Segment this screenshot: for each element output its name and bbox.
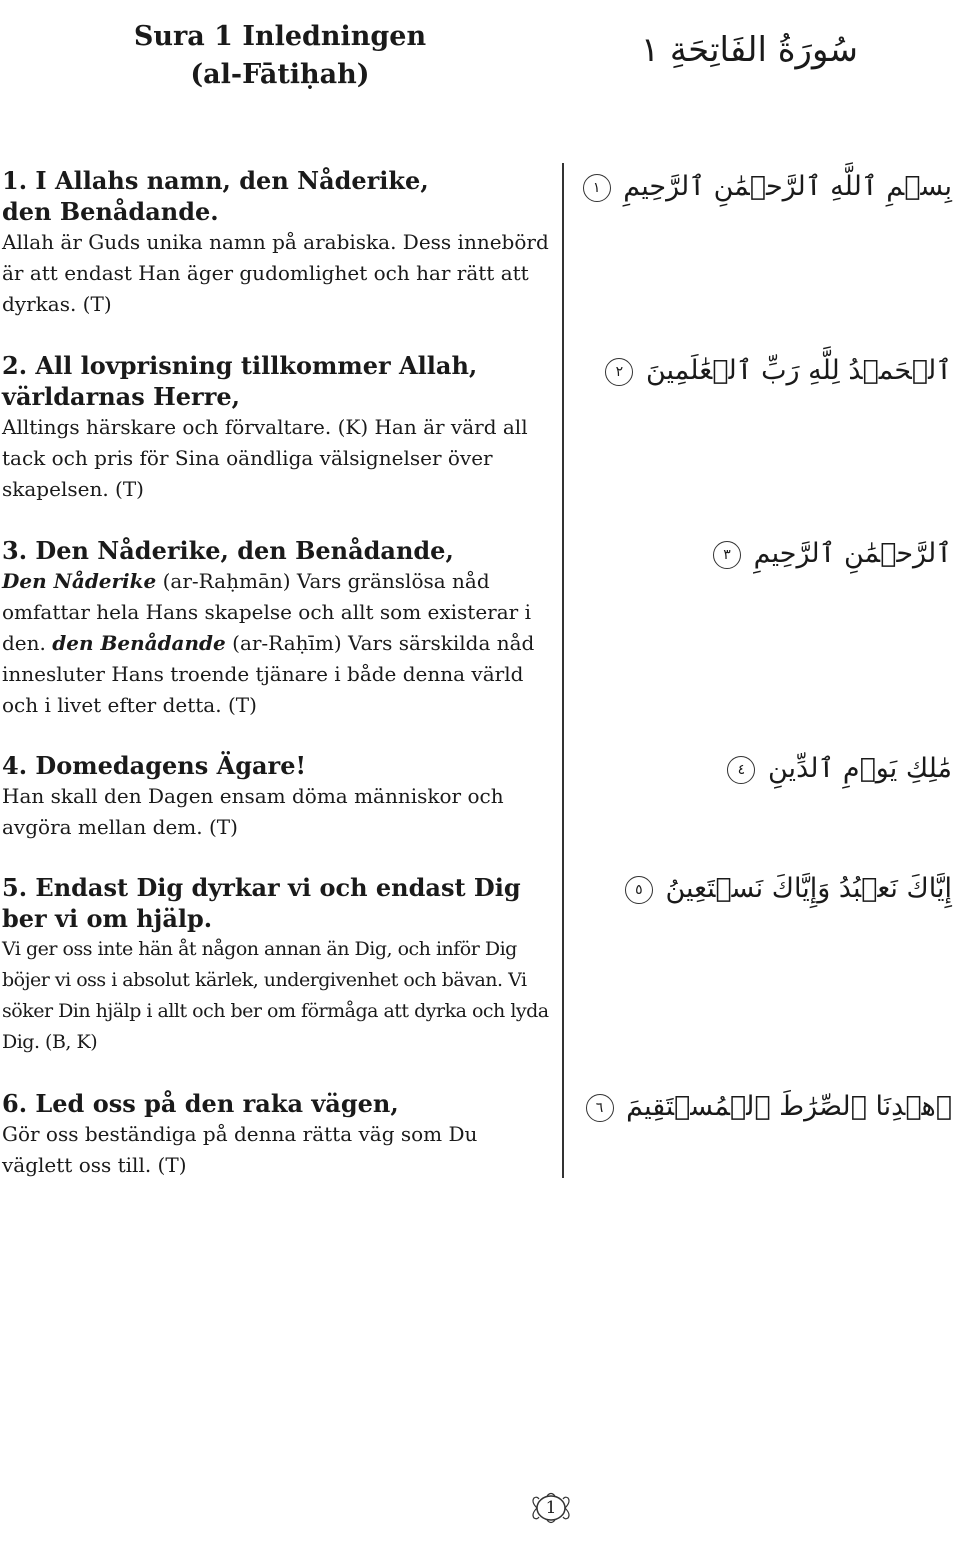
verse-4-translation (2, 750, 550, 843)
verse-3-title (2, 535, 550, 566)
verse-4-arabic-text: مَٰلِكِ يَوۡمِ ٱلدِّينِ (768, 753, 952, 784)
verse-2-arabic (603, 352, 952, 390)
verse-1-title-line1: 1. I Allahs namn, den Nåderike, (2, 166, 429, 195)
verse-6-arabic (584, 1088, 952, 1126)
verse-3-commentary (2, 566, 550, 721)
verse-5-commentary: Vi ger oss inte hän åt någon annan än Dig, och inför Dig böjer vi oss i absolut kärlek, undergivenhet och bävan. Vi söker Din hjälp i allt och ber om förmåga att dyrka och lyda Dig. (B, K) (2, 938, 549, 1053)
verse-5-title-line1: 5. Endast Dig dyrkar vi och endast Dig (2, 873, 521, 902)
verse-6-commentary: Gör oss beständiga på denna rätta väg som Du väglett oss till. (T) (2, 1122, 478, 1177)
verse-4-title (2, 750, 550, 781)
verse-3-arabic-text: ٱلرَّحۡمَٰنِ ٱلرَّحِيمِ (753, 538, 952, 569)
column-divider (562, 163, 564, 1178)
verse-1-number-marker: ١ (583, 174, 611, 202)
verse-4-commentary: Han skall den Dagen ensam döma människor och avgöra mellan dem. (T) (2, 784, 504, 839)
surah-title (100, 18, 460, 94)
verse-5-number-marker: ٥ (625, 876, 653, 904)
verse-6-title (2, 1088, 550, 1119)
verse-2-title (2, 350, 550, 412)
verse-6-title-line1: 6. Led oss på den raka vägen, (2, 1089, 399, 1118)
verse-3-number-marker: ٣ (713, 541, 741, 569)
verse-5-arabic (623, 870, 952, 908)
verse-6-number-marker: ٦ (586, 1094, 614, 1122)
arabic-surah-title: سُورَةُ الفَاتِحَةِ ١ (640, 30, 858, 70)
verse-1-arabic-text: بِسۡمِ ٱللَّهِ ٱلرَّحۡمَٰنِ ٱلرَّحِيمِ (623, 171, 952, 202)
verse-2-title-line1: 2. All lovprisning tillkommer Allah, (2, 351, 478, 380)
verse-1-arabic (581, 168, 952, 206)
surah-title-line2: (al-Fātiḥah) (190, 59, 370, 90)
page-number: 1 (545, 1498, 557, 1518)
verse-3-translation (2, 535, 550, 721)
verse-4-number-marker: ٤ (727, 756, 755, 784)
verse-4-arabic (725, 750, 952, 788)
verse-3-term-rahman: Den Nåderike (2, 569, 157, 593)
verse-1-title-line2: den Benådande. (2, 197, 219, 226)
verse-3-commentary-part2: (ar-Raḥīm) Vars särskilda nåd innesluter Hans troende tjänare i både denna värld och i livet efter detta. (T) (2, 631, 535, 717)
verse-6-arabic-text: ٱهۡدِنَا ٱلصِّرَٰطَ ٱلۡمُسۡتَقِيمَ (626, 1091, 952, 1122)
verse-4-title-line1: 4. Domedagens Ägare! (2, 751, 306, 780)
surah-title-line1: Sura 1 Inledningen (133, 21, 427, 52)
verse-1-title (2, 165, 550, 227)
verse-5-arabic-text: إِيَّاكَ نَعۡبُدُ وَإِيَّاكَ نَسۡتَعِينُ (665, 873, 952, 904)
verse-5-translation (2, 872, 550, 1058)
verse-1-commentary: Allah är Guds unika namn på arabiska. Dess innebörd är att endast Han äger gudomlighet och har rätt att dyrkas. (T) (2, 230, 549, 316)
verse-2-title-line2: världarnas Herre, (2, 382, 240, 411)
verse-1-translation (2, 165, 550, 320)
verse-2-commentary: Alltings härskare och förvaltare. (K) Han är värd all tack och pris för Sina oändliga välsignelser över skapelsen. (T) (2, 415, 528, 501)
verse-3-term-rahim: den Benådande (52, 631, 226, 655)
verse-5-title (2, 872, 550, 934)
verse-3-arabic (711, 535, 952, 573)
verse-2-arabic-text: ٱلۡحَمۡدُ لِلَّهِ رَبِّ ٱلۡعَٰلَمِينَ (645, 355, 952, 386)
verse-6-translation (2, 1088, 550, 1181)
verse-5-title-line2: ber vi om hjälp. (2, 904, 213, 933)
verse-3-commentary-part1: (ar-Raḥmān) Vars gränslösa nåd omfattar hela Hans skapelse och allt som existerar i den. (2, 569, 531, 655)
verse-3-title-line1: 3. Den Nåderike, den Benådande, (2, 536, 454, 565)
page-number-ornament (527, 1490, 575, 1526)
verse-2-number-marker: ٢ (605, 358, 633, 386)
verse-2-translation (2, 350, 550, 505)
